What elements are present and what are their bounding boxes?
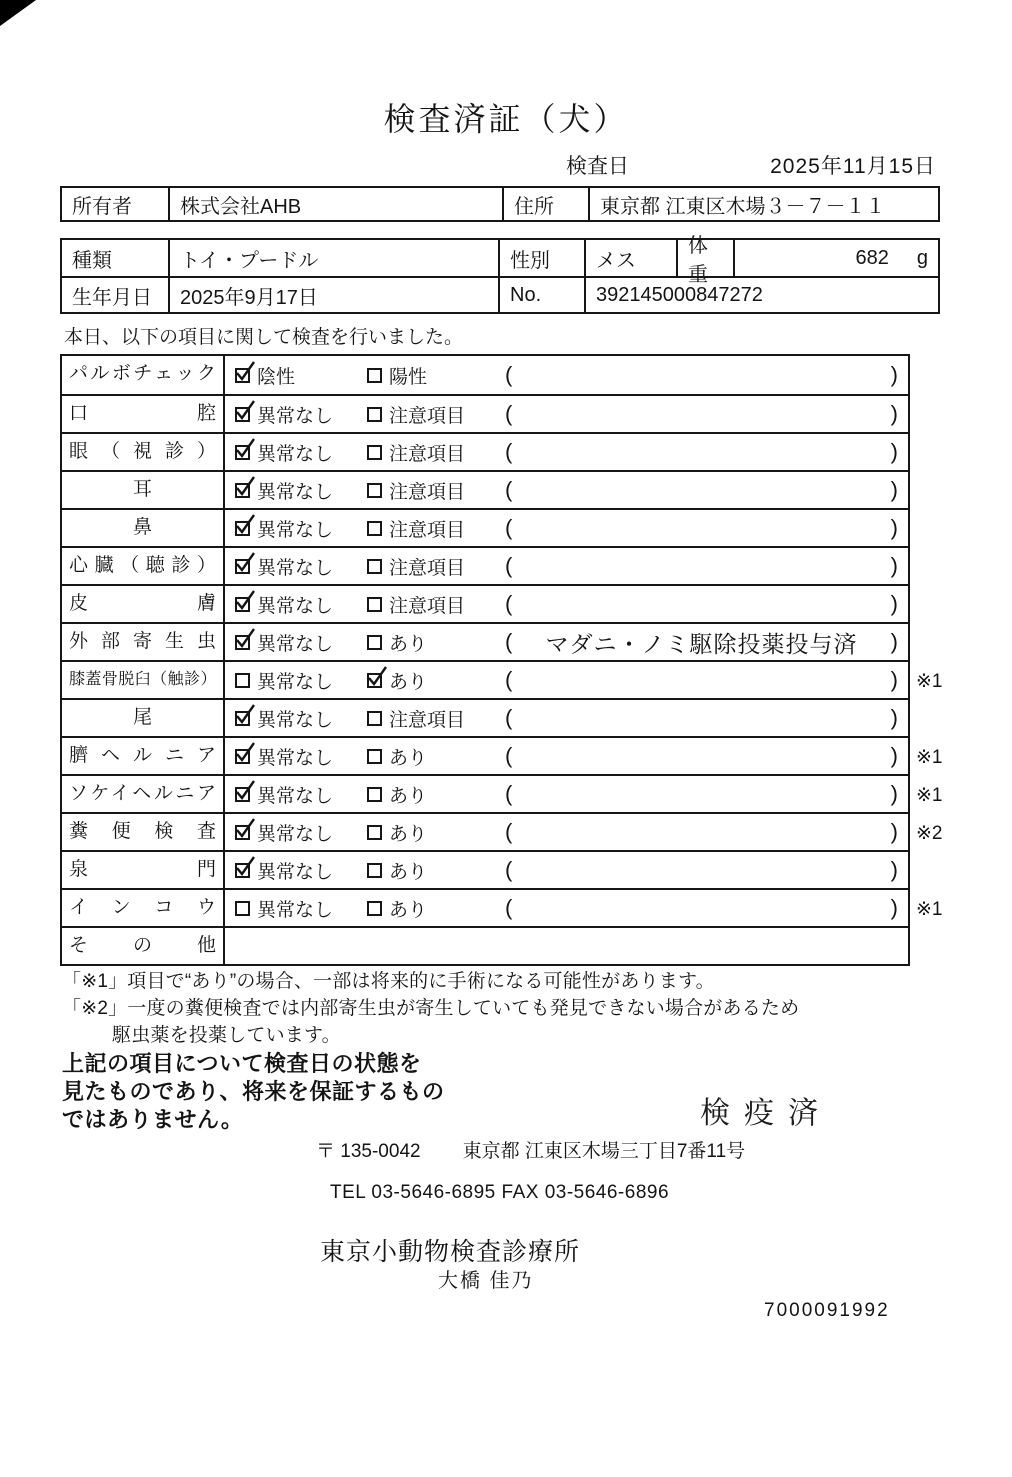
- inspection-option: [367, 776, 427, 812]
- option-label: 異常なし: [257, 443, 334, 465]
- option-label: 異常なし: [257, 481, 334, 503]
- inspection-row: [62, 432, 908, 470]
- inspection-date-label: 検査日: [566, 155, 629, 178]
- inspection-option: [235, 700, 333, 736]
- inspection-row-content: [225, 624, 908, 660]
- inspection-row: [62, 584, 908, 622]
- document-title: 検査済証（犬）: [383, 101, 629, 137]
- inspection-item-label: 泉門: [62, 852, 225, 888]
- clinic-tel-fax: TEL 03-5646-6895 FAX 03-5646-6896: [330, 1182, 670, 1203]
- inspection-item-label: 口腔: [62, 396, 225, 432]
- paren-close: ): [890, 477, 898, 502]
- checkbox-checked-icon: [235, 521, 250, 536]
- intro-text: 本日、以下の項目に関して検査を行いました。: [64, 327, 464, 348]
- weight-unit: g: [916, 246, 928, 269]
- result-paren-field: [505, 510, 898, 546]
- inspection-item-label: 尾: [62, 700, 225, 736]
- inspection-row-content: [225, 356, 908, 394]
- checkbox-unchecked-icon: [367, 635, 382, 650]
- result-paren-field: [505, 852, 898, 888]
- checkbox-checked-icon: [235, 863, 250, 878]
- inspection-option: [367, 396, 465, 432]
- inspection-option: [235, 624, 333, 660]
- paren-close: ): [890, 362, 898, 387]
- inspection-item-label: 外部寄生虫: [62, 624, 225, 660]
- inspection-row: [62, 622, 908, 660]
- inspection-row-content: [225, 548, 908, 584]
- paren-close: ): [890, 553, 898, 578]
- owner-label: 所有者: [72, 195, 132, 218]
- result-paren-field: [505, 434, 898, 470]
- checkbox-checked-icon: [235, 711, 250, 726]
- checkbox-checked-icon: [235, 825, 250, 840]
- inspection-row-content: [225, 776, 908, 812]
- option-label: あり: [389, 785, 428, 807]
- breed-value: トイ・プードル: [168, 240, 498, 276]
- option-label: あり: [389, 747, 428, 769]
- paren-close: ): [890, 705, 898, 730]
- disclaimer-text: [62, 1050, 445, 1134]
- checkbox-checked-icon: [235, 483, 250, 498]
- checkbox-unchecked-icon: [367, 521, 382, 536]
- paren-close: ): [890, 667, 898, 692]
- inspection-option: [367, 472, 465, 508]
- checkbox-unchecked-icon: [367, 749, 382, 764]
- checkbox-unchecked-icon: [367, 483, 382, 498]
- paren-close: ): [890, 401, 898, 426]
- checkbox-unchecked-icon: [367, 559, 382, 574]
- option-label: 異常なし: [257, 785, 334, 807]
- birthdate-value: 2025年9月17日: [168, 276, 498, 312]
- paren-open: (: [505, 477, 513, 502]
- paren-close: ): [890, 781, 898, 806]
- no-label: No.: [498, 276, 584, 312]
- inspection-item-label: 心臓（聴診）: [62, 548, 225, 584]
- paren-open: (: [505, 401, 513, 426]
- option-label: 異常なし: [257, 405, 334, 427]
- inspection-item-label: 皮膚: [62, 586, 225, 622]
- option-label: 陽性: [389, 366, 428, 388]
- result-note: マダニ・ノミ駆除投薬投与済: [545, 630, 858, 657]
- inspection-row: [62, 926, 908, 964]
- checkbox-unchecked-icon: [367, 863, 382, 878]
- inspection-item-label: 膝蓋骨脱臼（触診）: [62, 662, 225, 698]
- inspection-row-content: [225, 700, 908, 736]
- no-value: 392145000847272: [584, 276, 938, 312]
- inspection-row: [62, 736, 943, 774]
- result-paren-field: [505, 472, 898, 508]
- result-paren-field: [505, 396, 898, 432]
- paren-close: ): [890, 819, 898, 844]
- option-label: 異常なし: [257, 823, 334, 845]
- inspection-row: [62, 812, 943, 850]
- option-label: 注意項目: [389, 481, 466, 503]
- paren-open: (: [505, 819, 513, 844]
- paren-open: (: [505, 667, 513, 692]
- veterinarian-name: 大橋 佳乃: [438, 1270, 534, 1292]
- paren-close: ): [890, 895, 898, 920]
- inspection-option: [235, 776, 333, 812]
- disclaimer-line-1: 上記の項目について検査日の状態を: [62, 1051, 422, 1076]
- clinic-address: 東京都 江東区木場三丁目7番11号: [462, 1141, 746, 1162]
- inspection-item-label: インコウ: [62, 890, 225, 926]
- inspection-option: [235, 814, 333, 850]
- weight-value: 682: [855, 246, 889, 269]
- clinic-address-line: [316, 1136, 745, 1163]
- inspection-date-value: 2025年11月15日: [770, 155, 936, 178]
- disclaimer-line-3: ではありません。: [62, 1107, 244, 1132]
- result-paren-field: [505, 356, 898, 394]
- checkbox-checked-icon: [235, 597, 250, 612]
- owner-table: [60, 186, 940, 222]
- weight-label: 体重: [676, 240, 733, 276]
- checkbox-checked-icon: [235, 368, 250, 383]
- option-label: あり: [389, 671, 428, 693]
- inspection-option: [367, 624, 427, 660]
- inspection-row: [62, 356, 908, 394]
- paren-close: ): [890, 515, 898, 540]
- address-value: 東京都 江東区木場３－７－１１: [588, 188, 938, 220]
- inspection-option: [235, 356, 295, 394]
- inspection-option: [367, 434, 465, 470]
- inspection-row-content: [225, 852, 908, 888]
- paren-open: (: [505, 705, 513, 730]
- paren-open: (: [505, 362, 513, 387]
- inspection-option: [367, 814, 427, 850]
- inspection-row: [62, 470, 908, 508]
- result-paren-field: [505, 586, 898, 622]
- footnote-mark: ※1: [916, 671, 943, 692]
- result-paren-field: [505, 738, 898, 774]
- inspection-row: [62, 888, 943, 926]
- option-label: あり: [389, 823, 428, 845]
- paren-close: ): [890, 629, 898, 654]
- inspection-row: [62, 774, 943, 812]
- inspection-item-label: 臍ヘルニア: [62, 738, 225, 774]
- checkbox-checked-icon: [235, 749, 250, 764]
- inspection-row-content: [225, 814, 908, 850]
- scan-artifact: [0, 0, 36, 26]
- birthdate-label: 生年月日: [62, 276, 168, 312]
- option-label: 異常なし: [257, 671, 334, 693]
- inspection-row: [62, 508, 908, 546]
- inspection-row-content: [225, 586, 908, 622]
- quarantine-stamp: 検疫済: [700, 1097, 832, 1130]
- paren-close: ): [890, 857, 898, 882]
- checkbox-unchecked-icon: [367, 711, 382, 726]
- footnote-mark: ※1: [916, 785, 943, 806]
- inspection-row-content: [225, 472, 908, 508]
- inspection-option: [235, 738, 333, 774]
- option-label: 異常なし: [257, 709, 334, 731]
- checkbox-unchecked-icon: [367, 597, 382, 612]
- checkbox-checked-icon: [235, 635, 250, 650]
- checkbox-unchecked-icon: [235, 673, 250, 688]
- result-paren-field: [505, 662, 898, 698]
- checkbox-unchecked-icon: [367, 407, 382, 422]
- inspection-item-label: 糞便検査: [62, 814, 225, 850]
- footnote-mark: ※2: [916, 823, 943, 844]
- checkbox-unchecked-icon: [367, 368, 382, 383]
- option-label: 注意項目: [389, 709, 466, 731]
- checkbox-unchecked-icon: [367, 445, 382, 460]
- option-label: 異常なし: [257, 557, 334, 579]
- paren-open: (: [505, 591, 513, 616]
- inspection-item-label: 眼（視診）: [62, 434, 225, 470]
- result-paren-field: [505, 700, 898, 736]
- checkbox-unchecked-icon: [367, 901, 382, 916]
- paren-open: (: [505, 629, 513, 654]
- checkbox-checked-icon: [367, 673, 382, 688]
- checkbox-unchecked-icon: [235, 901, 250, 916]
- option-label: 注意項目: [389, 595, 466, 617]
- inspection-option: [235, 396, 333, 432]
- checkbox-checked-icon: [235, 407, 250, 422]
- result-paren-field: [505, 776, 898, 812]
- inspection-row-content: [225, 434, 908, 470]
- inspection-item-label: 耳: [62, 472, 225, 508]
- option-label: 異常なし: [257, 899, 334, 921]
- footnote-mark: ※1: [916, 747, 943, 768]
- option-label: 注意項目: [389, 557, 466, 579]
- sex-value: メス: [584, 240, 676, 276]
- footnote-2: 「※2」一度の糞便検査では内部寄生虫が寄生していても発見できない場合があるため: [62, 998, 800, 1019]
- paren-open: (: [505, 439, 513, 464]
- inspection-option: [235, 852, 333, 888]
- option-label: 異常なし: [257, 519, 334, 541]
- option-label: 陰性: [257, 366, 296, 388]
- paren-open: (: [505, 515, 513, 540]
- checkbox-unchecked-icon: [367, 787, 382, 802]
- inspection-row: [62, 850, 908, 888]
- option-label: あり: [389, 633, 428, 655]
- inspection-row-content: [225, 890, 908, 926]
- inspection-row-content: [225, 662, 908, 698]
- inspection-row: [62, 698, 908, 736]
- inspection-item-label: パルボチェック: [62, 356, 225, 394]
- option-label: あり: [389, 861, 428, 883]
- result-paren-field: [505, 890, 898, 926]
- inspection-row-content: [225, 396, 908, 432]
- inspection-option: [367, 586, 465, 622]
- paren-close: ): [890, 439, 898, 464]
- inspection-option: [367, 700, 465, 736]
- option-label: 注意項目: [389, 443, 466, 465]
- inspection-row-content: [225, 928, 908, 964]
- clinic-postal-code: 〒 135-0042: [316, 1141, 421, 1162]
- paren-open: (: [505, 781, 513, 806]
- inspection-item-label: その他: [62, 928, 225, 964]
- footnote-mark: ※1: [916, 899, 943, 920]
- inspection-row-content: [225, 738, 908, 774]
- result-paren-field: [505, 548, 898, 584]
- result-paren-field: [505, 814, 898, 850]
- animal-info-table: [60, 235, 940, 314]
- document-number: 7000091992: [764, 1300, 890, 1321]
- paren-close: ): [890, 743, 898, 768]
- inspection-option: [367, 852, 427, 888]
- inspection-option: [235, 472, 333, 508]
- inspection-item-label: ソケイヘルニア: [62, 776, 225, 812]
- checkbox-checked-icon: [235, 787, 250, 802]
- disclaimer-line-2: 見たものであり、将来を保証するもの: [62, 1079, 445, 1104]
- breed-label: 種類: [72, 249, 112, 272]
- paren-open: (: [505, 743, 513, 768]
- inspection-option: [235, 548, 333, 584]
- weight-value-cell: [733, 240, 938, 276]
- inspection-option: [235, 586, 333, 622]
- paren-open: (: [505, 857, 513, 882]
- inspection-option: [367, 662, 427, 698]
- inspection-row: [62, 660, 943, 698]
- sex-label: 性別: [498, 240, 584, 276]
- clinic-name: 東京小動物検査診療所: [320, 1238, 581, 1266]
- inspection-item-label: 鼻: [62, 510, 225, 546]
- option-label: 異常なし: [257, 747, 334, 769]
- inspection-option: [367, 356, 427, 394]
- inspection-option: [367, 510, 465, 546]
- inspection-table: [60, 354, 943, 966]
- inspection-option: [235, 890, 333, 926]
- inspection-option: [235, 662, 333, 698]
- paren-close: ): [890, 591, 898, 616]
- option-label: あり: [389, 899, 428, 921]
- inspection-option: [367, 738, 427, 774]
- inspection-row: [62, 546, 908, 584]
- inspection-option: [367, 548, 465, 584]
- inspection-row: [62, 394, 908, 432]
- checkbox-unchecked-icon: [367, 825, 382, 840]
- option-label: 注意項目: [389, 405, 466, 427]
- paren-open: (: [505, 553, 513, 578]
- footnote-2-continued: 駆虫薬を投薬しています。: [112, 1025, 341, 1046]
- owner-value: 株式会社AHB: [168, 188, 502, 220]
- option-label: 異常なし: [257, 633, 334, 655]
- inspection-option: [367, 890, 427, 926]
- option-label: 注意項目: [389, 519, 466, 541]
- option-label: 異常なし: [257, 861, 334, 883]
- result-paren-field: [505, 624, 898, 660]
- inspection-option: [235, 510, 333, 546]
- checkbox-checked-icon: [235, 559, 250, 574]
- inspection-row-content: [225, 510, 908, 546]
- checkbox-checked-icon: [235, 445, 250, 460]
- inspection-option: [235, 434, 333, 470]
- option-label: 異常なし: [257, 595, 334, 617]
- paren-open: (: [505, 895, 513, 920]
- address-label: 住所: [502, 188, 588, 220]
- footnote-1: 「※1」項目で“あり”の場合、一部は将来的に手術になる可能性があります。: [62, 971, 715, 992]
